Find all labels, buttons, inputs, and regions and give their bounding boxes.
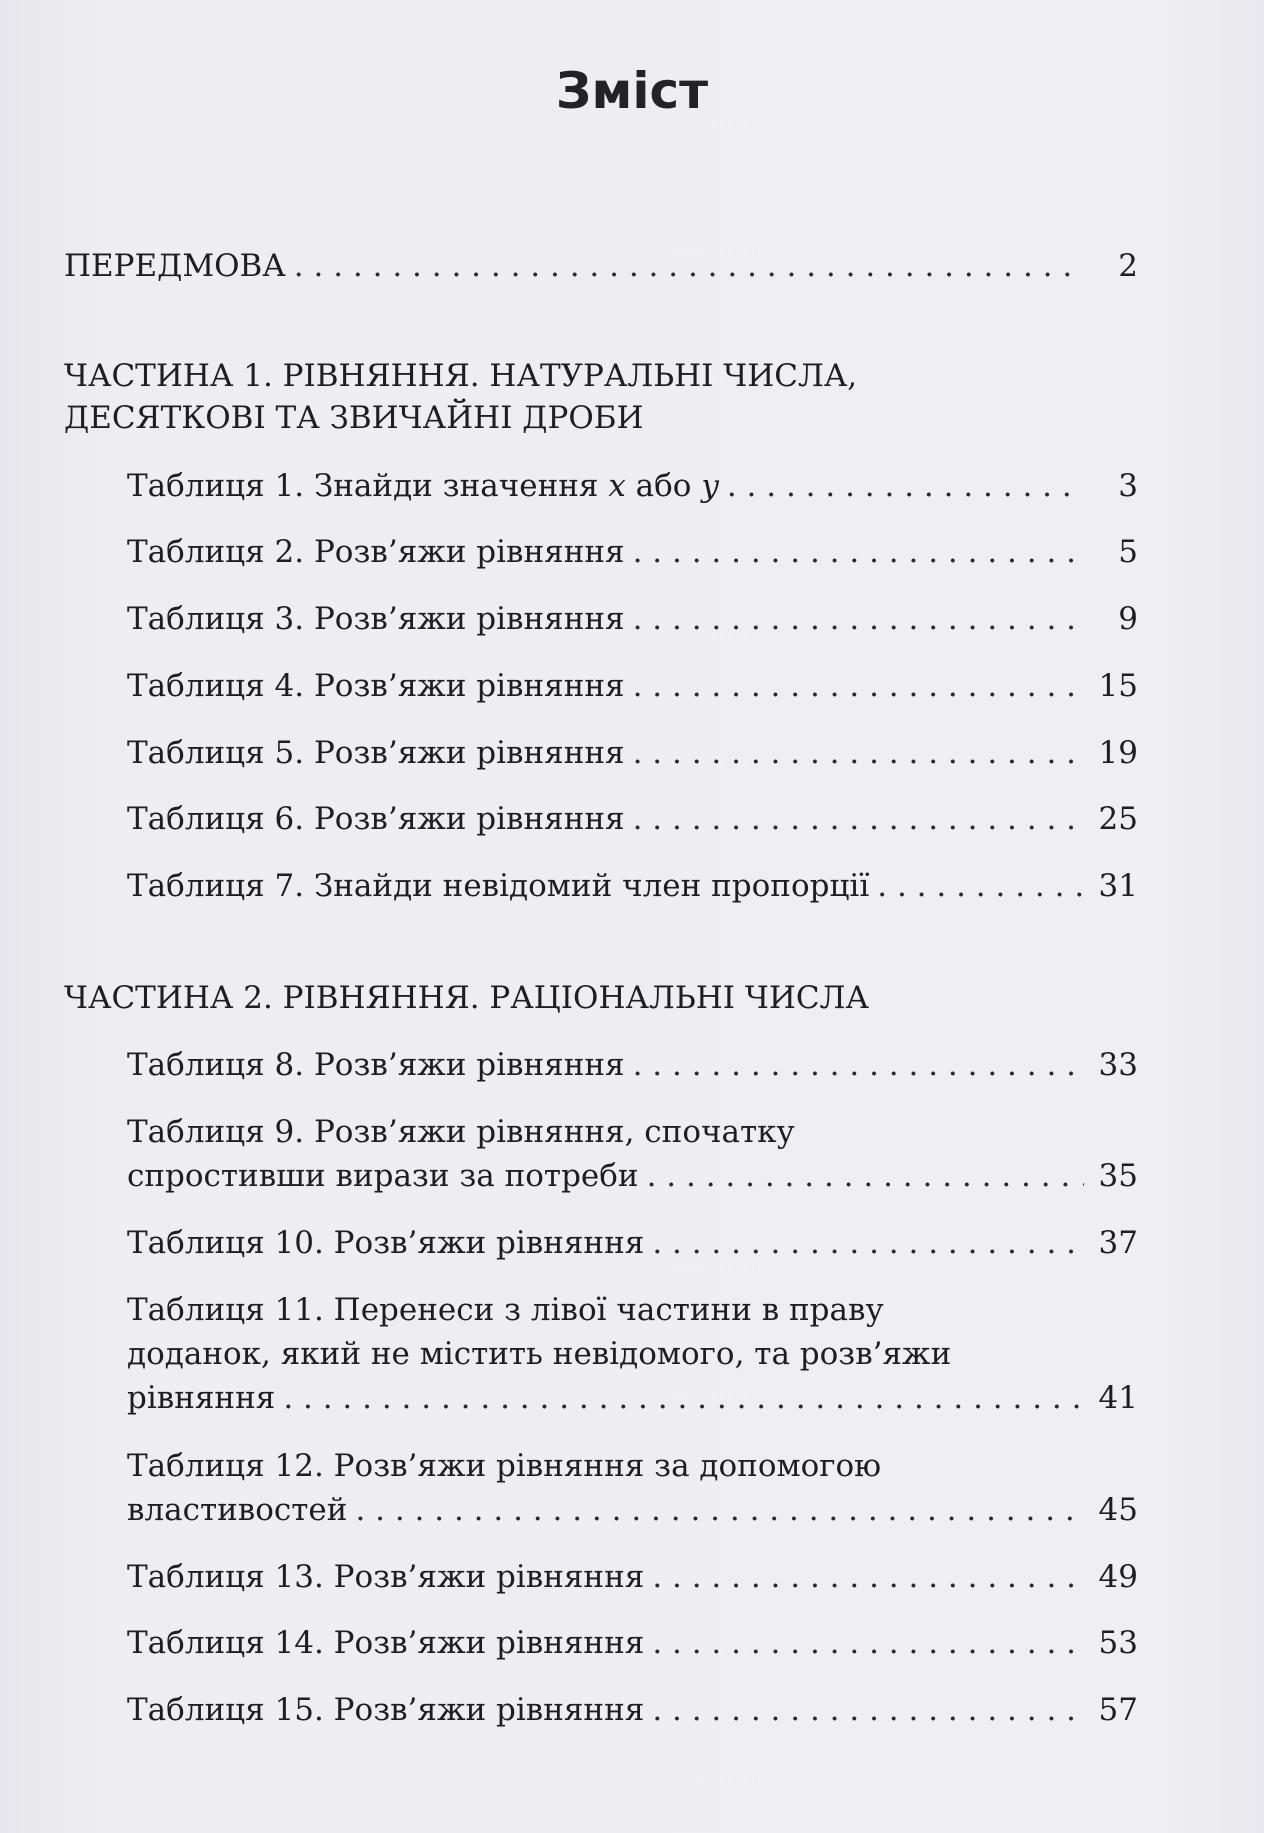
dot-leader xyxy=(652,1555,1084,1599)
page-title: Зміст xyxy=(555,62,709,120)
dot-leader xyxy=(633,797,1084,841)
part-1-heading xyxy=(64,354,1138,440)
dot-leader xyxy=(633,731,1084,775)
dot-leader xyxy=(633,597,1084,641)
dot-leader xyxy=(355,1488,1084,1532)
dot-leader xyxy=(727,464,1084,508)
toc-entry-label xyxy=(127,464,719,508)
toc-page-number: 31 xyxy=(1098,868,1138,904)
toc-entry-label: Таблиця 3. Розв’яжи рівняння xyxy=(127,601,625,637)
toc-entry-table-9[interactable] xyxy=(127,1110,1138,1198)
toc-entry-preface[interactable] xyxy=(64,244,1138,288)
toc-page-number: 9 xyxy=(1118,601,1138,637)
toc-entry-table-15[interactable] xyxy=(127,1688,1138,1732)
toc-entry-label: Таблиця 4. Розв’яжи рівняння xyxy=(127,668,625,704)
toc-entry-label: Таблиця 13. Розв’яжи рівняння xyxy=(127,1559,645,1595)
toc-entry-table-12[interactable] xyxy=(127,1444,1138,1532)
part-1-title-line: ЧАСТИНА 1. РІВНЯННЯ. НАТУРАЛЬНІ ЧИСЛА, xyxy=(64,358,858,394)
dot-leader xyxy=(633,664,1084,708)
toc-entry-table-3[interactable] xyxy=(127,597,1138,641)
toc-page-number: 25 xyxy=(1098,801,1138,837)
toc-entry-label: ПЕРЕДМОВА xyxy=(64,248,286,284)
toc-entry-label: Таблиця 5. Розв’яжи рівняння xyxy=(127,735,625,771)
label-text: Таблиця 1. Знайди значення xyxy=(127,468,609,504)
part-2-heading xyxy=(64,976,1138,1020)
toc-page-number: 3 xyxy=(1118,468,1138,504)
toc-page-number: 2 xyxy=(1118,248,1138,284)
part-1-title-line: ДЕСЯТКОВІ ТА ЗВИЧАЙНІ ДРОБИ xyxy=(64,400,644,436)
toc-entry-label: Таблиця 12. Розв’яжи рівняння за допомогою xyxy=(127,1448,882,1484)
toc-entry-table-6[interactable] xyxy=(127,797,1138,841)
toc-entry-table-14[interactable] xyxy=(127,1621,1138,1665)
dot-leader xyxy=(652,1221,1084,1265)
toc-entry-label: властивостей xyxy=(127,1492,348,1528)
toc-entry-label: Таблиця 15. Розв’яжи рівняння xyxy=(127,1692,645,1728)
toc-entry-label: Таблиця 14. Розв’яжи рівняння xyxy=(127,1625,645,1661)
toc-entry-table-7[interactable] xyxy=(127,864,1138,908)
toc-entry-table-2[interactable] xyxy=(127,530,1138,574)
toc-entry-table-1[interactable] xyxy=(127,464,1138,508)
toc-entry-table-4[interactable] xyxy=(127,664,1138,708)
toc-page-number: 15 xyxy=(1098,668,1138,704)
part-2-title-line: ЧАСТИНА 2. РІВНЯННЯ. РАЦІОНАЛЬНІ ЧИСЛА xyxy=(64,980,869,1016)
toc-entry-label: Таблиця 8. Розв’яжи рівняння xyxy=(127,1047,625,1083)
toc-page-number: 45 xyxy=(1098,1492,1138,1528)
dot-leader xyxy=(652,1688,1084,1732)
dot-leader xyxy=(633,1043,1084,1087)
toc-page-number: 53 xyxy=(1098,1625,1138,1661)
toc-entry-label: Таблиця 10. Розв’яжи рівняння xyxy=(127,1225,645,1261)
toc-entry-table-5[interactable] xyxy=(127,731,1138,775)
toc-page-number: 37 xyxy=(1098,1225,1138,1261)
dot-leader xyxy=(633,530,1084,574)
label-text: або xyxy=(625,468,702,504)
toc-page-number: 33 xyxy=(1098,1047,1138,1083)
toc-entry-label: Таблиця 2. Розв’яжи рівняння xyxy=(127,534,625,570)
variable-x: x xyxy=(608,468,626,504)
toc-entry-table-8[interactable] xyxy=(127,1043,1138,1087)
toc-entry-label: Таблиця 9. Розв’яжи рівняння, спочатку xyxy=(127,1114,795,1150)
toc-entry-label: доданок, який не містить невідомого, та розв’яжи xyxy=(127,1336,952,1372)
toc-entry-table-13[interactable] xyxy=(127,1555,1138,1599)
toc-entry-table-10[interactable] xyxy=(127,1221,1138,1265)
toc-page-number: 41 xyxy=(1098,1380,1138,1416)
toc-page-number: 57 xyxy=(1098,1692,1138,1728)
dot-leader xyxy=(647,1154,1084,1198)
toc-entry-table-11[interactable] xyxy=(127,1288,1138,1420)
toc-entry-label: Таблиця 11. Перенеси з лівої частини в праву xyxy=(127,1292,884,1328)
dot-leader xyxy=(294,244,1084,288)
toc-page-number: 35 xyxy=(1098,1158,1138,1194)
toc-entry-label: спростивши вирази за потреби xyxy=(127,1158,639,1194)
dot-leader xyxy=(283,1376,1084,1420)
dot-leader xyxy=(652,1621,1084,1665)
variable-y: y xyxy=(701,468,719,504)
toc-entry-label: Таблиця 7. Знайди невідомий член пропорції xyxy=(127,868,870,904)
toc-entry-label: рівняння xyxy=(127,1380,276,1416)
toc-entry-label: Таблиця 6. Розв’яжи рівняння xyxy=(127,801,625,837)
dot-leader xyxy=(877,864,1084,908)
toc-page-number: 5 xyxy=(1118,534,1138,570)
toc-page-number: 19 xyxy=(1098,735,1138,771)
toc-page-number: 49 xyxy=(1098,1559,1138,1595)
